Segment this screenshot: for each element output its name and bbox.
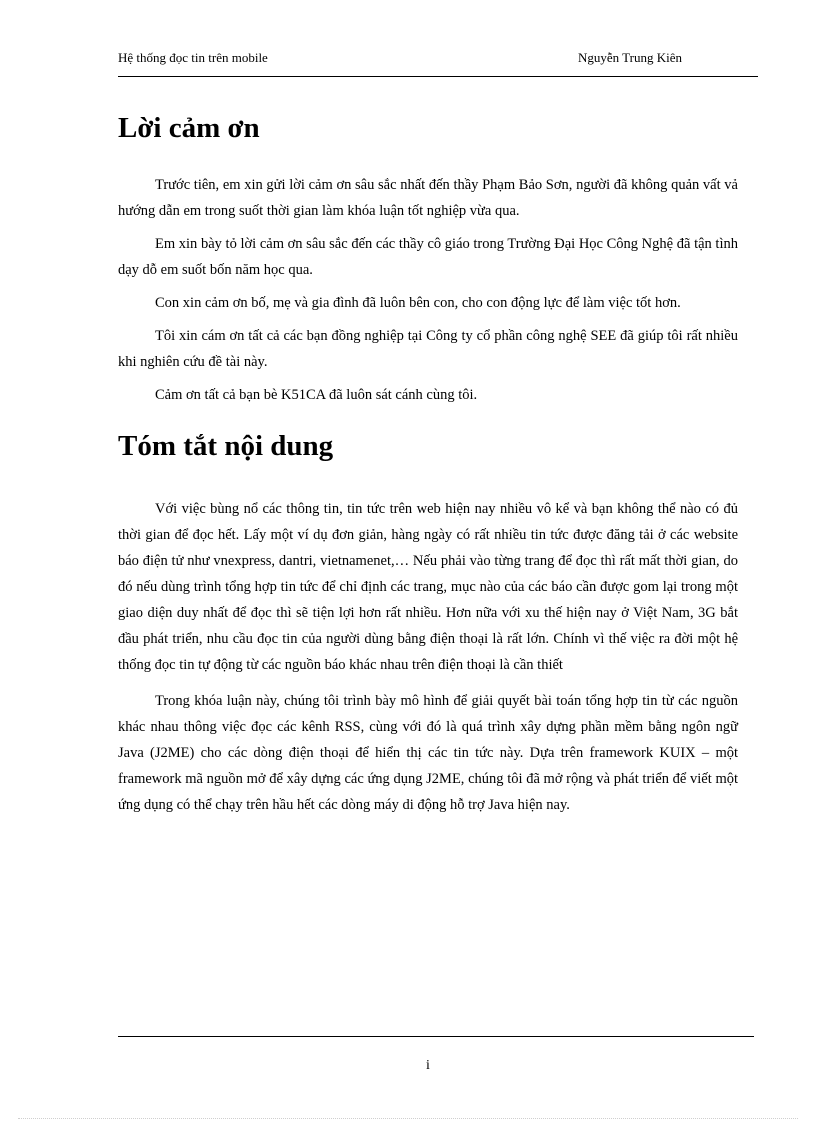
summary-paragraph: Với việc bùng nổ các thông tin, tin tức trên web hiện nay nhiều vô kể và bạn không thể nào có đủ thời gian để đọc hết. Lấy một ví dụ đơn giản, hàng ngày có rất nhiều tin tức được đăng tải ở các website báo điện tử như vnexpress, dantri, vietnamenet,… Nếu phải vào từng trang để đọc thì rất mất thời gian, do đó nếu dùng trình tổng hợp tin tức để chỉ định các trang, mục nào của các báo cần được gom lại trong một giao diện duy nhất để đọc thì sẽ tiện lợi hơn rất nhiều. Hơn nữa với xu thế hiện nay ở Việt Nam, 3G bắt đầu phát triển, nhu cầu đọc tin của người dùng bằng điện thoại là rất lớn. Chính vì thế việc ra đời một hệ thống đọc tin tự động từ các nguồn báo khác nhau trên điện thoại là cần thiết	[118, 501, 738, 673]
acknowledgement-paragraph: Trước tiên, em xin gửi lời cảm ơn sâu sắc nhất đến thầy Phạm Bảo Sơn, người đã không quản vất vả hướng dẫn em trong suốt thời gian làm khóa luận tốt nghiệp vừa qua.	[118, 177, 738, 219]
page-number: i	[426, 1058, 430, 1073]
acknowledgement-paragraph: Em xin bày tỏ lời cảm ơn sâu sắc đến các thầy cô giáo trong Trường Đại Học Công Nghệ đã tận tình dạy dỗ em suốt bốn năm học qua.	[118, 236, 738, 278]
page-bottom-dotted-edge	[18, 1118, 798, 1119]
header-document-title: Hệ thống đọc tin trên mobile	[118, 50, 268, 65]
acknowledgement-paragraph: Tôi xin cám ơn tất cả các bạn đồng nghiệp tại Công ty cổ phần công nghệ SEE đã giúp tôi rất nhiều khi nghiên cứu đề tài này.	[118, 328, 738, 370]
summary-section	[118, 496, 738, 818]
acknowledgement-paragraph: Cảm ơn tất cả bạn bè K51CA đã luôn sát cánh cùng tôi.	[155, 387, 478, 403]
summary-paragraph: Trong khóa luận này, chúng tôi trình bày mô hình để giải quyết bài toán tổng hợp tin từ các nguồn khác nhau thông việc đọc các kênh RSS, cùng với đó là quá trình xây dựng phần mềm bằng ngôn ngữ Java (J2ME) cho các dòng điện thoại để hiển thị các tin tức này. Dựa trên framework KUIX – một framework mã nguồn mở để xây dựng các ứng dụng J2ME, chúng tôi đã mở rộng và phát triển để viết một ứng dụng có thể chạy trên hầu hết các dòng máy di động hỗ trợ Java hiện nay.	[118, 693, 738, 813]
header-author: Nguyễn Trung Kiên	[578, 50, 683, 65]
page-content	[118, 108, 738, 828]
acknowledgement-paragraph: Con xin cảm ơn bố, mẹ và gia đình đã luôn bên con, cho con động lực để làm việc tốt hơn.	[155, 295, 681, 311]
acknowledgement-heading: Lời cảm ơn	[118, 112, 260, 144]
footer-divider	[118, 1036, 754, 1037]
summary-heading: Tóm tắt nội dung	[118, 430, 334, 462]
running-header	[118, 50, 758, 77]
acknowledgement-section	[118, 172, 738, 408]
